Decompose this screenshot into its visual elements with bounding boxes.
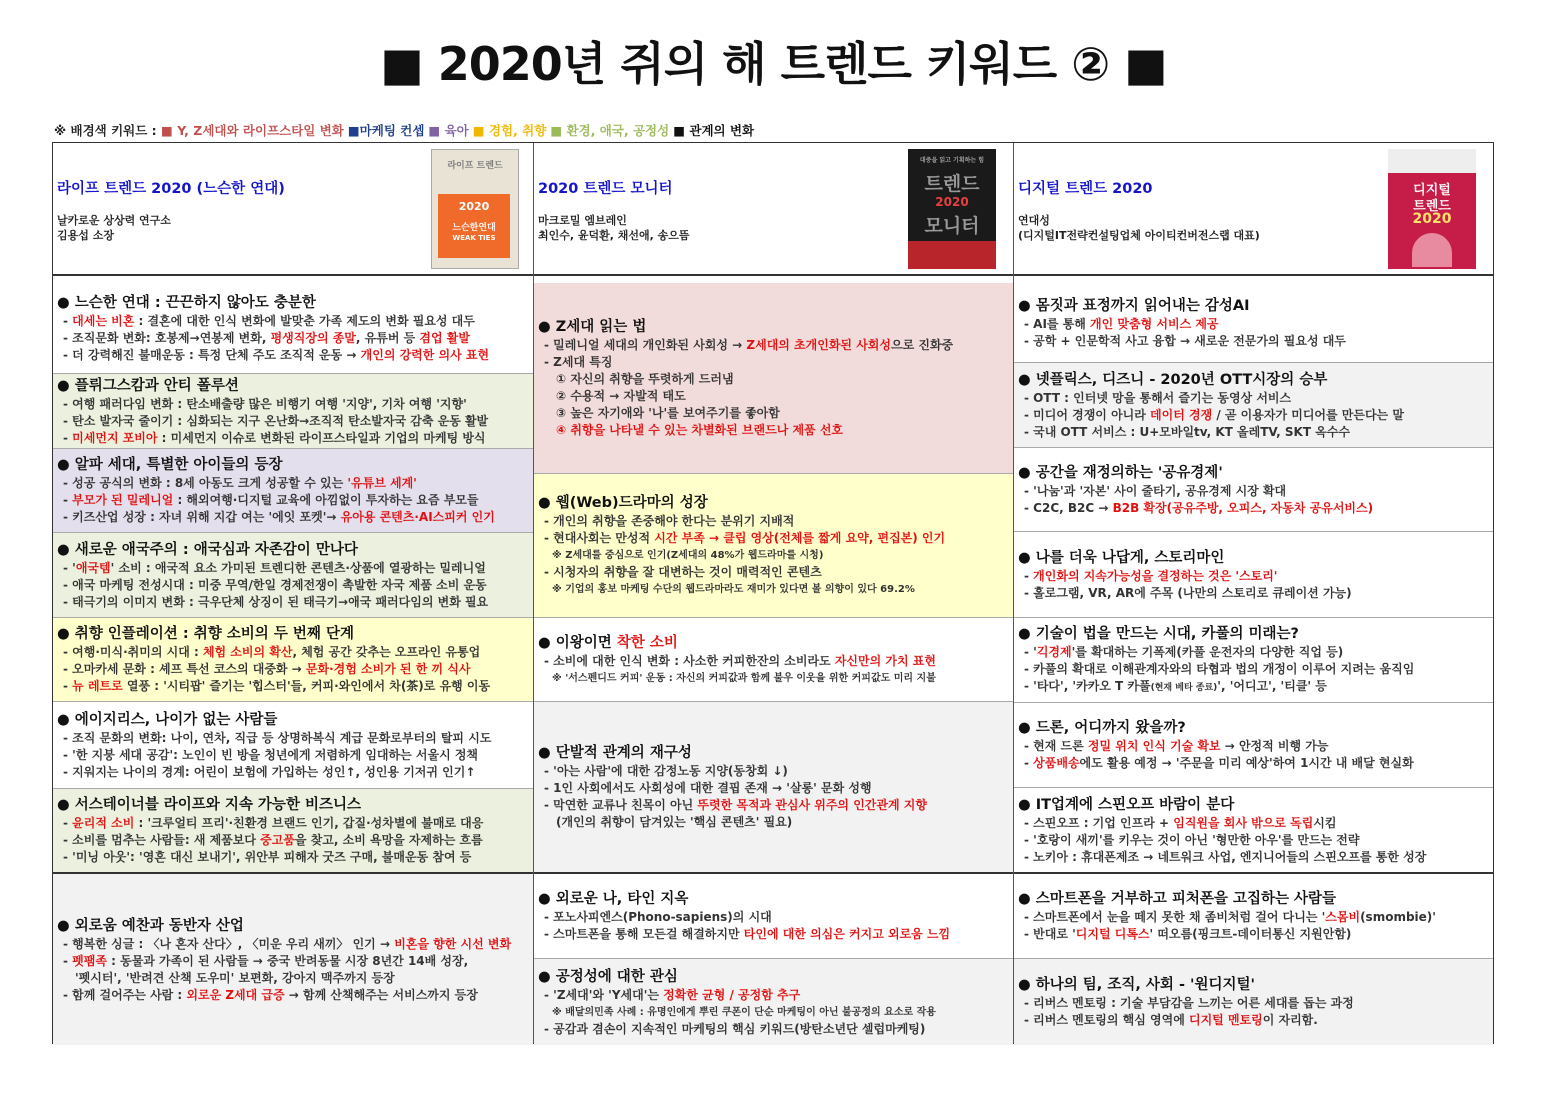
keyword-cell <box>534 874 1013 959</box>
text-segment: ① 자신의 취향을 뚜렷하게 드러냄 <box>556 372 734 386</box>
text-segment: - 막연한 교류나 친목이 아닌 <box>544 798 698 812</box>
book-title: 2020 트렌드 모니터 <box>538 181 673 197</box>
keyword-title: ● 알파 세대, 특별한 아이들의 등장 <box>57 457 283 473</box>
text-segment: - '아는 사람'에 대한 감정노동 지양(동창회 ↓) <box>544 764 788 778</box>
keyword-title: ● 공정성에 대한 관심 <box>538 968 678 985</box>
book-author: 날카로운 상상력 연구소 김용섭 소장 <box>57 214 171 242</box>
text-segment: - 지워지는 나이의 경계: 어린이 보험에 가입하는 성인↑, 성인용 기저귀 인기↑ <box>63 764 476 779</box>
text-segment: - 조직 문화의 변화: 나이, 연차, 직급 등 상명하복식 계급 문화로부터의 탈피 시도 <box>63 730 492 745</box>
text-segment: - '호랑이 새끼'를 키우는 것이 아닌 '형만한 아우'를 만드는 전략 <box>1024 832 1360 847</box>
cover-red-band <box>908 241 996 269</box>
highlight-text: 윤리적 소비 <box>72 816 135 830</box>
text-segment: - 공학 + 인문학적 사고 융합 → 새로운 전문가의 필요성 대두 <box>1024 333 1346 348</box>
keyword-detail-line <box>538 530 1013 547</box>
highlight-text: Z세대의 초개인화된 사회성 <box>746 338 891 352</box>
text-segment: → 함께 산책해주는 서비스까지 등장 <box>284 987 478 1002</box>
highlight-text: 대세는 비혼 <box>72 313 135 328</box>
highlight-text: 자신만의 가치 표현 <box>834 653 936 668</box>
keyword-detail-line <box>1018 678 1493 697</box>
highlight-text: '유튜브 세계' <box>347 476 417 490</box>
keyword-detail-line <box>1018 661 1493 678</box>
keyword-detail-line <box>538 371 1013 388</box>
keyword-cell <box>1014 788 1493 874</box>
legend-item: ■ 경험, 취향 <box>472 123 547 138</box>
keyword-detail-line <box>538 513 1013 530</box>
text-segment: - 리버스 멘토링 : 기술 부담감을 느끼는 어른 세대를 돕는 과정 <box>1024 996 1354 1010</box>
highlight-text: 임직원을 회사 밖으로 독립 <box>1173 815 1314 830</box>
keyword-cell <box>534 474 1013 618</box>
text-segment: ※ 배달의민족 사례 : 유명인에게 뿌린 쿠폰이 단순 마케팅이 아닌 불공정의 요소로 작용 <box>552 1006 936 1018</box>
keyword-cell <box>534 702 1013 874</box>
keyword-title: ● 외로운 나, 타인 지옥 <box>538 891 689 907</box>
text-segment: - 애국 마케팅 전성시대 : 미중 무역/한일 경제전쟁이 촉발한 자국 제품 소비 운동 <box>63 577 487 592</box>
keyword-detail-line <box>57 396 533 413</box>
text-segment: - 스핀오프 : 기업 인프라 + <box>1024 815 1174 830</box>
keyword-detail-line <box>1018 815 1493 832</box>
text-segment: - <box>63 430 73 445</box>
keyword-title: ● 몸짓과 표정까지 읽어내는 감성AI <box>1018 297 1250 314</box>
highlight-text: 겸업 활발 <box>419 330 470 345</box>
cover-orange-panel: 2020 느슨한연대 WEAK TIES <box>438 194 510 258</box>
text-segment: : '크루얼티 프리'·친환경 브랜드 인기, 갑질·성차별에 불매로 대응 <box>134 816 484 830</box>
keyword-cell <box>53 874 533 1045</box>
keyword-detail-line <box>57 594 533 611</box>
cover-top-band <box>1388 149 1476 173</box>
book-cover-image: 디지털 트렌드 2020 <box>1388 149 1476 269</box>
text-segment: - 여행·미식·취미의 시대 : <box>63 645 203 659</box>
text-segment: 으로 진화중 <box>890 338 954 352</box>
keyword-detail-line <box>1018 909 1493 926</box>
text-segment: - 행복한 싱글 : 〈나 혼자 산다〉, 〈미운 우리 새끼〉 인기 → <box>63 936 395 951</box>
keyword-detail-line <box>57 730 533 747</box>
keyword-detail-line <box>1018 1012 1493 1029</box>
highlight-text: 스몸비 <box>1325 910 1361 924</box>
book-header-3 <box>1014 143 1493 276</box>
text-segment: - 오마카세 문화 : 셰프 특선 코스의 대중화 → <box>63 662 306 676</box>
legend-item: ■ Y, Z세대와 라이프스타일 변화 <box>161 123 344 138</box>
text-segment: - Z세대 특징 <box>544 355 613 369</box>
keyword-detail-line <box>538 337 1013 354</box>
keyword-detail-line <box>1018 500 1493 517</box>
keyword-detail-line <box>1018 755 1493 772</box>
keyword-title: ● 스마트폰을 거부하고 피처폰을 고집하는 사람들 <box>1018 891 1337 907</box>
keyword-detail-line <box>538 388 1013 405</box>
keyword-detail-line <box>1018 832 1493 849</box>
keyword-title: ● IT업계에 스핀오프 바람이 분다 <box>1018 796 1235 813</box>
text-segment: - ' <box>1024 644 1037 659</box>
legend-item: ■ 육아 <box>428 123 469 138</box>
text-segment: : 미세먼지 이슈로 변화된 라이프스타일과 기업의 마케팅 방식 <box>157 430 486 445</box>
book-cover-image: 대중을 읽고 기획하는 힘 트렌드 2020 모니터 <box>908 149 996 269</box>
text-segment: - OTT : 인터넷 망을 통해서 즐기는 동영상 서비스 <box>1024 390 1292 405</box>
keyword-title: ● 기술이 법을 만드는 시대, 카풀의 미래는? <box>1018 625 1299 642</box>
keyword-detail-line <box>538 1021 1013 1038</box>
text-segment: - <box>63 953 73 968</box>
text-segment: - 현재 드론 <box>1024 739 1088 753</box>
highlight-text: 개인의 강력한 의사 표현 <box>360 347 490 362</box>
highlight-text: 상품배송 <box>1033 756 1080 770</box>
text-segment: - 함께 걸어주는 사람 : <box>63 987 187 1002</box>
highlight-text: 체험 소비의 확산 <box>202 645 293 659</box>
keyword-detail-line <box>57 661 533 678</box>
text-segment: ※ '서스펜디드 커피' 운동 : 자신의 커피값과 함께 불우 이웃을 위한 커피값도 미리 지불 <box>552 672 936 684</box>
text-segment: 에도 활용 예정 → '주문을 미리 예상'하여 1시간 내 배달 현실화 <box>1079 756 1414 770</box>
keyword-cell <box>53 533 533 618</box>
text-segment: - 홀로그램, VR, AR에 주목 (나만의 스토리로 큐레이션 가능) <box>1024 585 1352 600</box>
keyword-title <box>538 633 1013 653</box>
keyword-cell <box>534 618 1013 702</box>
keyword-detail-line <box>538 814 1013 831</box>
column-life-trend <box>53 143 534 1043</box>
keyword-title: ● 새로운 애국주의 : 애국심과 자존감이 만나다 <box>57 541 358 558</box>
keyword-cell <box>1014 283 1493 363</box>
text-segment: (smombie)' <box>1360 910 1436 924</box>
keyword-detail-line <box>57 936 533 953</box>
text-segment: ' 떠오름(핑크트-데이터통신 지원안함) <box>1149 927 1352 941</box>
keyword-title: ● Z세대 읽는 법 <box>538 319 647 335</box>
text-segment: - '타다', '카카오 T 카풀 <box>1024 678 1151 693</box>
text-segment: : 동물과 가족이 된 사람들 → 중국 반려동물 시장 8년간 14배 성장, <box>106 953 469 968</box>
color-legend <box>54 121 758 139</box>
keyword-title: ● 넷플릭스, 디즈니 - 2020년 OTT시장의 승부 <box>1018 371 1328 388</box>
keyword-detail-line <box>538 797 1013 814</box>
keyword-detail-line <box>1018 585 1493 602</box>
text-segment: - 리버스 멘토링의 핵심 영역에 <box>1024 1013 1189 1027</box>
book-header-2 <box>534 143 1013 276</box>
legend-item: ■ 관계의 변화 <box>673 123 755 138</box>
keyword-cell <box>53 618 533 702</box>
text-segment: - 스마트폰에서 눈을 떼지 못한 채 좀비처럼 걸어 다니는 ' <box>1024 910 1326 924</box>
keyword-detail-line <box>1018 995 1493 1012</box>
highlight-text: 중고품 <box>260 833 295 847</box>
text-segment: - <box>63 679 73 693</box>
text-segment: - 밀레니얼 세대의 개인화된 사회성 → <box>544 338 747 352</box>
keyword-detail-line <box>57 747 533 764</box>
highlight-text: 미세먼지 포비아 <box>72 430 158 445</box>
book-author: 마크로밀 엠브레인 최인수, 윤덕환, 채선애, 송으뜸 <box>538 214 690 242</box>
text-segment: - 여행 패러다임 변화 : 탄소배출량 많은 비행기 여행 '지양', 기차 여행 '지향' <box>63 396 467 411</box>
text-segment: - 소비에 대한 인식 변화 : 사소한 커피한잔의 소비라도 <box>544 653 835 668</box>
keyword-detail-line <box>57 764 533 781</box>
text-segment: - 노키아 : 휴대폰제조 → 네트워크 사업, 엔지니어들의 스핀오프를 통한 성장 <box>1024 849 1427 864</box>
keyword-detail-line <box>538 653 1013 670</box>
keyword-detail-line <box>57 413 533 430</box>
keyword-detail-line <box>1018 738 1493 755</box>
text-segment: 이 자리함. <box>1262 1013 1318 1027</box>
highlight-text: ④ 취향을 나타낼 수 있는 차별화된 브랜드나 제품 선호 <box>556 423 844 437</box>
text-segment: - 더 강력해진 불매운동 : 특정 단체 주도 조직적 운동 → <box>63 347 361 362</box>
text-segment: 시킴 <box>1313 815 1337 830</box>
highlight-text: 뚜렷한 목적과 관심사 위주의 인간관계 지향 <box>697 798 927 812</box>
highlight-text: 개인화의 지속가능성을 결정하는 것은 '스토리' <box>1033 568 1278 583</box>
keyword-title: ● 단발적 관계의 재구성 <box>538 745 692 761</box>
column-trend-monitor <box>534 143 1014 1043</box>
text-segment: 열풍 : '시티팝' 즐기는 '힙스터'들, 커피·와인에서 차(茶)로 유행 이동 <box>122 679 491 693</box>
keyword-cell <box>53 449 533 533</box>
book-title: 디지털 트렌드 2020 <box>1018 181 1153 197</box>
keyword-detail-line <box>57 678 533 695</box>
text-segment: - 성공 공식의 변화 : 8세 아동도 크게 성공할 수 있는 <box>63 476 348 490</box>
text-segment: → 안정적 비행 가능 <box>1220 739 1329 753</box>
text-segment: ', '어디고', '티클' 등 <box>1217 678 1327 693</box>
keyword-cell <box>534 959 1013 1045</box>
keyword-cell <box>1014 703 1493 788</box>
keyword-cell <box>53 789 533 874</box>
text-segment: - 카풀의 확대로 이해관계자와의 타협과 법의 개정이 이루어 지려는 움직임 <box>1024 661 1415 676</box>
keyword-detail-line <box>57 347 533 364</box>
text-segment: - <box>1024 568 1034 583</box>
highlight-text: 외로운 Z세대 급증 <box>186 987 285 1002</box>
keyword-cell <box>53 283 533 374</box>
text-segment: - 시청자의 취향을 잘 대변하는 것이 매력적인 콘텐츠 <box>544 565 822 579</box>
text-segment: - 포노사피엔스(Phono-sapiens)의 시대 <box>544 910 772 924</box>
highlight-text: 타인에 대한 의심은 커지고 외로움 느낌 <box>743 927 951 941</box>
text-segment: - 키즈산업 성장 : 자녀 위해 지갑 여는 '에잇 포켓'→ <box>63 510 341 524</box>
keyword-detail-line <box>57 987 533 1004</box>
text-segment: (현재 베타 종료) <box>1150 682 1218 693</box>
keyword-detail-line <box>1018 483 1493 500</box>
page-title: ■ 2020년 쥐의 해 트렌드 키워드 ② ■ <box>380 37 1167 91</box>
highlight-text: 데이터 경쟁 <box>1150 407 1213 422</box>
text-segment: - 국내 OTT 서비스 : U+모바일tv, KT 올레TV, SKT 옥수수 <box>1024 424 1350 439</box>
keyword-cell <box>1014 618 1493 703</box>
text-segment: - '미닝 아웃': '영혼 대신 보내기', 위안부 피해자 굿즈 구매, 불매운동 참여 등 <box>63 850 472 864</box>
keyword-cell <box>1014 874 1493 959</box>
keyword-cell <box>1014 448 1493 532</box>
keyword-cell <box>1014 959 1493 1045</box>
trend-grid <box>52 142 1494 1044</box>
text-segment: - AI를 통해 <box>1024 316 1091 331</box>
text-segment: - 개인의 취향을 존중해야 한다는 분위기 지배적 <box>544 514 795 528</box>
text-segment: 을 찾고, 소비 욕망을 자제하는 흐름 <box>294 833 483 847</box>
text-segment: ③ 높은 자기애와 '나'를 보여주기를 좋아함 <box>556 406 780 420</box>
keyword-detail-line <box>57 492 533 509</box>
legend-prefix: ※ 배경색 키워드 : <box>54 123 157 138</box>
keyword-title: ● 공간을 재정의하는 '공유경제' <box>1018 464 1223 481</box>
keyword-detail-line <box>1018 644 1493 661</box>
keyword-title: ● 드론, 어디까지 왔을까? <box>1018 720 1186 736</box>
keyword-title: ● 에이지리스, 나이가 없는 사람들 <box>57 711 278 728</box>
highlight-text: 문화·경험 소비가 된 한 끼 식사 <box>305 662 471 676</box>
keyword-title: ● 하나의 팀, 조직, 사회 - '원디지털' <box>1018 977 1255 993</box>
legend-item: ■마케팅 컨셉 <box>347 123 425 138</box>
highlight-text: 정확한 균형 / 공정함 추구 <box>663 987 801 1002</box>
text-segment: - <box>63 816 73 830</box>
keyword-title: ● 서스테이너블 라이프와 지속 가능한 비즈니스 <box>57 797 362 813</box>
text-segment: ※ Z세대를 중심으로 인기(Z세대의 48%가 웹드라마를 시청) <box>552 550 824 561</box>
highlight-text: B2B 확장(공유주방, 오피스, 자동차 공유서비스) <box>1112 500 1374 515</box>
highlight-text: 개인 맞춤형 서비스 제공 <box>1090 316 1219 331</box>
keyword-detail-line <box>57 430 533 447</box>
highlight-text: 애국템 <box>75 560 111 575</box>
text-segment: - 공감과 겸손이 지속적인 마케팅의 핵심 키워드(방탄소년단 셀럽마케팅) <box>544 1021 926 1036</box>
keyword-detail-line <box>1018 407 1493 424</box>
text-segment: / 곧 이용자가 미디어를 만든다는 말 <box>1212 407 1404 422</box>
cover-face-graphic <box>1412 233 1452 267</box>
keyword-cell <box>1014 532 1493 618</box>
text-segment: - '한 지붕 세대 공감': 노인이 빈 방을 청년에게 저렴하게 임대하는 서울시 정책 <box>63 747 479 762</box>
highlight-text: 긱경제 <box>1036 644 1072 659</box>
keyword-detail-line <box>1018 926 1493 943</box>
text-segment: - 조직문화 변화: 호봉제→연봉제 변화, <box>63 330 271 345</box>
keyword-detail-line <box>57 509 533 526</box>
keyword-detail-line <box>57 577 533 594</box>
keyword-detail-line <box>57 832 533 849</box>
text-segment: - '나눔'과 '자본' 사이 줄타기, 공유경제 시장 확대 <box>1024 483 1287 498</box>
keyword-detail-line <box>57 953 533 970</box>
text-segment: : 해외여행·디지털 교육에 아낌없이 투자하는 요즘 부모들 <box>173 493 479 507</box>
keyword-detail-line <box>538 926 1013 943</box>
highlight-text: 평생직장의 종말 <box>270 330 356 345</box>
keyword-detail-line <box>57 560 533 577</box>
highlight-text: 비혼을 향한 시선 변화 <box>394 936 512 951</box>
highlight-text: 정밀 위치 인식 기술 확보 <box>1087 739 1221 753</box>
keyword-title: ● 플뤼그스캄과 안티 폴루션 <box>57 377 239 394</box>
text-segment: - C2C, B2C → <box>1024 500 1113 515</box>
text-segment: - <box>63 493 73 507</box>
highlight-text: 디지털 디톡스 <box>1075 927 1150 941</box>
keyword-detail-line <box>538 780 1013 797</box>
text-segment: ※ 기업의 홍보 마케팅 수단의 웹드라마라도 재미가 있다면 볼 의향이 있다 69.2% <box>552 584 915 595</box>
book-header-1 <box>53 143 533 276</box>
text-segment: - 현대사회는 만성적 <box>544 531 655 545</box>
keyword-detail-line <box>57 330 533 347</box>
keyword-detail-line <box>1018 316 1493 333</box>
keyword-cell <box>53 374 533 449</box>
keyword-title: ● 느슨한 연대 : 끈끈하지 않아도 충분한 <box>57 294 316 311</box>
column-digital-trend <box>1014 143 1493 1043</box>
keyword-detail-line <box>538 1004 1013 1021</box>
keyword-detail-line <box>538 422 1013 439</box>
text-segment: - ' <box>63 560 76 575</box>
text-segment: - 스마트폰을 통해 모든걸 해결하지만 <box>544 927 744 941</box>
book-cover-image: 라이프 트렌드 2020 느슨한연대 WEAK TIES <box>431 149 519 269</box>
keyword-detail-line <box>57 815 533 832</box>
keyword-detail-line <box>1018 849 1493 866</box>
keyword-detail-line <box>538 547 1013 564</box>
keyword-cell <box>53 702 533 789</box>
text-segment: - 태극기의 이미지 변화 : 극우단체 상징이 된 태극기→애국 패러다임의 변화 필요 <box>63 594 489 609</box>
highlight-text: 펫팸족 <box>72 953 107 968</box>
highlight-text: 디지털 멘토링 <box>1188 1013 1263 1027</box>
text-segment: - 반대로 ' <box>1024 927 1076 941</box>
keyword-detail-line <box>538 405 1013 422</box>
keyword-title: ● 웹(Web)드라마의 성장 <box>538 495 708 511</box>
text-segment: '펫시터', '반려견 산책 도우미' 보편화, 강아지 맥주까지 등장 <box>75 970 395 985</box>
text-segment: '를 확대하는 기폭제(카풀 운전자의 다양한 직업 등) <box>1071 644 1344 659</box>
text-segment: - <box>63 313 73 328</box>
keyword-detail-line <box>1018 333 1493 350</box>
text-segment: , 체험 공간 갖추는 오프라인 유통업 <box>292 645 481 659</box>
book-author: 연대성 (디지털IT전략컨설팅업체 아이티컨버전스랩 대표) <box>1018 214 1260 242</box>
text-segment: , 유튜버 등 <box>355 330 420 345</box>
keyword-title: ● 나를 더욱 나답게, 스토리마인 <box>1018 549 1225 566</box>
keyword-detail-line <box>1018 390 1493 407</box>
keyword-detail-line <box>57 644 533 661</box>
text-segment: : 결혼에 대한 인식 변화에 발맞춘 가족 제도의 변화 필요성 대두 <box>134 313 475 328</box>
highlight-text: 시간 부족 → 클립 영상(전체를 짧게 요약, 편집본) 인기 <box>654 531 946 545</box>
text-segment: - 1인 사회에서도 사회성에 대한 결핍 존재 → '살롱' 문화 성행 <box>544 781 872 795</box>
legend-item: ■ 환경, 애국, 공정성 <box>550 123 670 138</box>
keyword-detail-line <box>1018 424 1493 441</box>
keyword-detail-line <box>57 313 533 330</box>
book-title: 라이프 트렌드 2020 (느슨한 연대) <box>57 181 285 197</box>
text-segment: - <box>1024 756 1034 770</box>
keyword-detail-line <box>538 670 1013 687</box>
text-segment: - 미디어 경쟁이 아니라 <box>1024 407 1151 422</box>
keyword-detail-line <box>538 564 1013 581</box>
keyword-detail-line <box>538 909 1013 926</box>
text-segment: ' 소비 : 애국적 요소 가미된 트렌디한 콘텐츠·상품에 열광하는 밀레니얼 <box>110 560 486 575</box>
text-segment: ② 수용적 → 자발적 태도 <box>556 389 686 403</box>
text-segment: (개인의 취향이 담겨있는 '핵심 콘텐츠' 필요) <box>556 815 793 829</box>
highlight-text: 유아용 콘텐츠·AI스피커 인기 <box>340 510 495 524</box>
keyword-detail-line <box>538 987 1013 1004</box>
highlight-text: 부모가 된 밀레니얼 <box>72 493 174 507</box>
highlight-text: 착한 소비 <box>616 634 678 651</box>
keyword-detail-line <box>57 475 533 492</box>
highlight-text: 뉴 레트로 <box>72 679 123 693</box>
text-segment: - 소비를 멈추는 사람들: 새 제품보다 <box>63 833 261 847</box>
keyword-detail-line <box>538 763 1013 780</box>
text-segment: - 'Z세대'와 'Y세대'는 <box>544 987 664 1002</box>
keyword-title: ● 외로움 예찬과 동반자 산업 <box>57 917 244 934</box>
text-segment: ● 이왕이면 <box>538 634 617 651</box>
keyword-detail-line <box>1018 568 1493 585</box>
keyword-detail-line <box>538 581 1013 598</box>
keyword-title: ● 취향 인플레이션 : 취향 소비의 두 번째 단계 <box>57 626 354 642</box>
keyword-detail-line <box>538 354 1013 371</box>
keyword-detail-line <box>57 970 533 987</box>
keyword-cell <box>1014 363 1493 448</box>
keyword-cell <box>534 283 1013 474</box>
keyword-detail-line <box>57 849 533 866</box>
text-segment: - 탄소 발자국 줄이기 : 심화되는 지구 온난화→조직적 탄소발자국 감축 운동 활발 <box>63 413 489 428</box>
